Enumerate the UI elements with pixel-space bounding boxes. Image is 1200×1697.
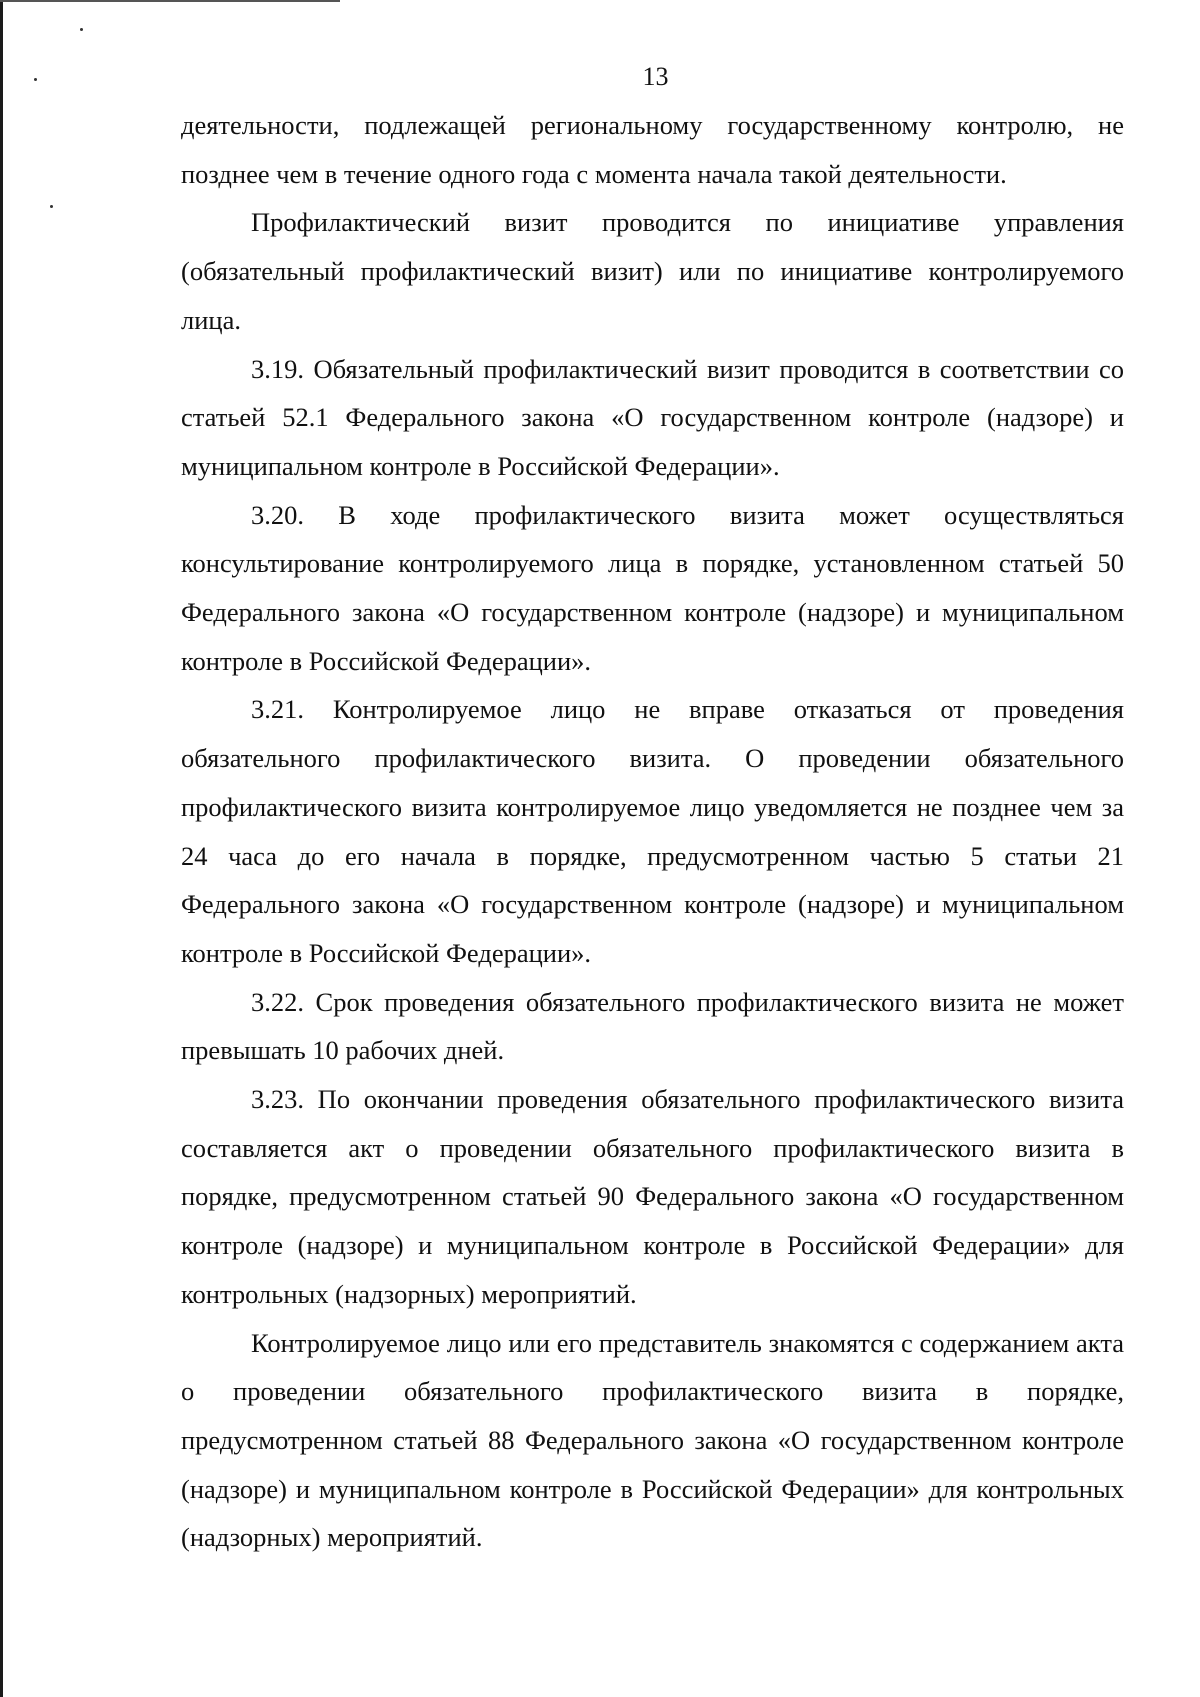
- document-body: [181, 101, 1124, 1562]
- paragraph-continuation: деятельности, подлежащей региональному государственному контролю, не позднее чем в течение одного года с момента начала такой деятельности.: [181, 110, 1124, 189]
- paragraph-3-23: 3.23. По окончании проведения обязательного профилактического визита составляется акт о проведении обязательного профилактического визита в порядке, предусмотренном статьей 90 Федерального закона «О государственном контроле (надзоре) и муниципальном контроле в Российской Федерации» для контрольных (надзорных) мероприятий.: [181, 1084, 1124, 1309]
- paragraph-visit-initiative: Профилактический визит проводится по инициативе управления (обязательный профилактический визит) или по инициативе контролируемого лица.: [181, 207, 1124, 335]
- paragraph-3-20: 3.20. В ходе профилактического визита может осуществляться консультирование контролируемого лица в порядке, установленном статьей 50 Федерального закона «О государственном контроле (надзоре) и муниципальном контроле в Российской Федерации».: [181, 499, 1124, 676]
- page-number: 13: [642, 62, 669, 91]
- paragraph-3-19: 3.19. Обязательный профилактический визит проводится в соответствии со статьей 52.1 Федерального закона «О государственном контроле (надзоре) и муниципальном контроле в Российской Федерации».: [181, 353, 1124, 481]
- scan-edge-left: [0, 0, 3, 1697]
- scan-speck: [50, 205, 53, 208]
- scan-edge-top: [0, 0, 340, 2]
- scan-speck: [80, 28, 83, 31]
- paragraph-3-21: 3.21. Контролируемое лицо не вправе отказаться от проведения обязательного профилактического визита. О проведении обязательного профилактического визита контролируемое лицо уведомляется не позднее чем за 24 часа до его начала в порядке, предусмотренном частью 5 статьи 21 Федерального закона «О государственном контроле (надзоре) и муниципальном контроле в Российской Федерации».: [181, 694, 1124, 968]
- paragraph-3-22: 3.22. Срок проведения обязательного профилактического визита не может превышать 10 рабочих дней.: [181, 986, 1124, 1066]
- paragraph-act-review: Контролируемое лицо или его представитель знакомятся с содержанием акта о проведении обязательного профилактического визита в порядке, предусмотренном статьей 88 Федерального закона «О государственном контроле (надзоре) и муниципальном контроле в Российской Федерации» для контрольных (надзорных) мероприятий.: [181, 1327, 1124, 1553]
